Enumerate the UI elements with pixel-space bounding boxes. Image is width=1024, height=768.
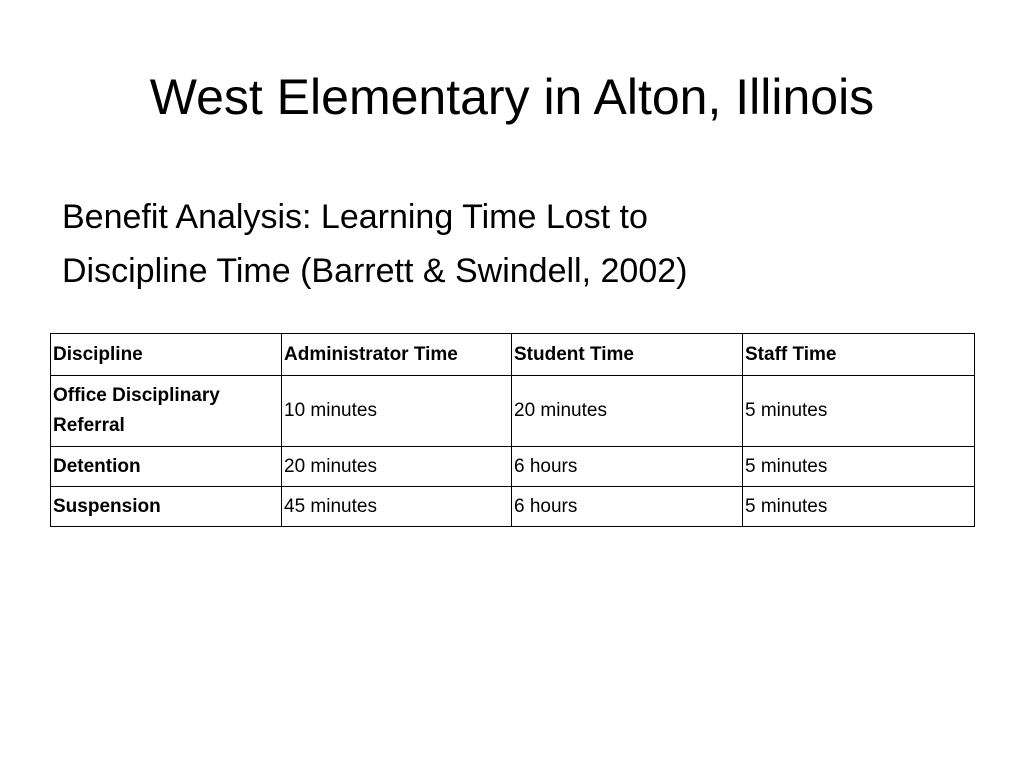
row-label: Office Disciplinary Referral [51,376,282,447]
student-time-cell: 6 hours [512,487,743,527]
table-header-row [51,334,975,376]
slide-title: West Elementary in Alton, Illinois [149,69,875,125]
row-label: Detention [51,447,282,487]
student-time-cell: 20 minutes [512,376,743,447]
subtitle-line: Benefit Analysis: Learning Time Lost to [62,198,648,236]
table-row [51,447,975,487]
slide-subtitle [62,190,962,298]
table-row [51,376,975,447]
administrator-time-cell: 10 minutes [282,376,512,447]
discipline-time-table [50,333,975,527]
header-staff-time: Staff Time [743,334,975,376]
student-time-cell: 6 hours [512,447,743,487]
subtitle-line: Discipline Time (Barrett & Swindell, 2002) [62,252,688,290]
administrator-time-cell: 20 minutes [282,447,512,487]
staff-time-cell: 5 minutes [743,447,975,487]
staff-time-cell: 5 minutes [743,376,975,447]
header-administrator-time: Administrator Time [282,334,512,376]
table-row [51,487,975,527]
staff-time-cell: 5 minutes [743,487,975,527]
header-discipline: Discipline [51,334,282,376]
row-label: Suspension [51,487,282,527]
header-student-time: Student Time [512,334,743,376]
administrator-time-cell: 45 minutes [282,487,512,527]
